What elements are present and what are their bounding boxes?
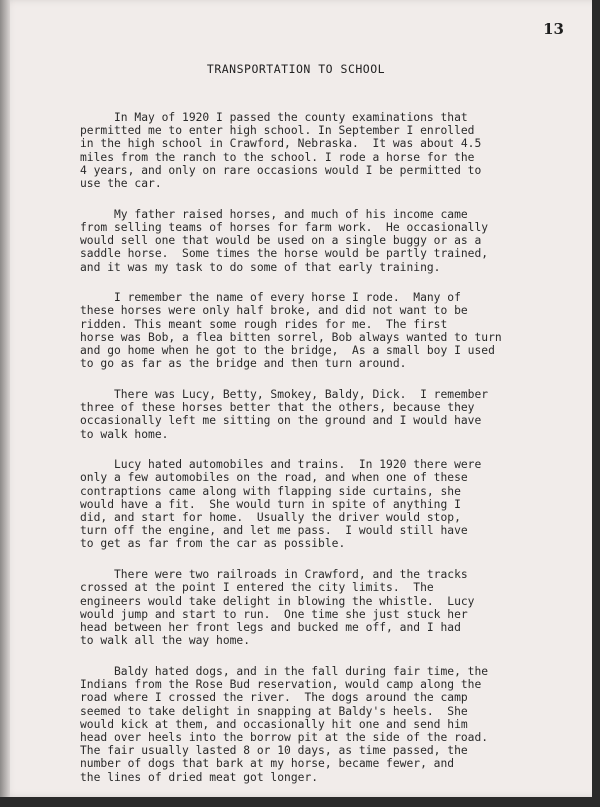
paragraph <box>80 111 500 190</box>
text-line: head between her front legs and bucked me off, and I had <box>80 621 461 634</box>
text-line: use the car. <box>80 177 162 191</box>
text-line: these horses were only half broke, and did not want to be <box>80 304 468 318</box>
text-line: 4 years, and only on rare occasions would I be permitted to <box>80 163 482 177</box>
text-line: would jump and start to run. One time she just stuck her <box>80 607 468 621</box>
text-line: occasionally left me sitting on the ground and I would have <box>80 414 482 428</box>
text-line: In May of 1920 I passed the county examinations that <box>80 111 468 124</box>
text-line: Lucy hated automobiles and trains. In 1920 there were <box>80 458 482 472</box>
page-number: 13 <box>543 20 564 38</box>
body-text <box>80 111 500 801</box>
text-line: would have a fit. She would turn in spite of anything I <box>80 497 461 511</box>
text-line: would sell one that would be used on a single buggy or as a <box>80 234 482 248</box>
text-line: in the high school in Crawford, Nebraska. It was about 4.5 <box>80 137 482 151</box>
text-line: There was Lucy, Betty, Smokey, Baldy, Dick. I remember <box>80 387 489 401</box>
text-line: number of dogs that bark at my horse, became fewer, and <box>80 757 455 771</box>
paragraph <box>80 458 500 550</box>
text-line: and it was my task to do some of that early training. <box>80 260 441 274</box>
text-line: would kick at them, and occasionally hit one and send him <box>80 717 468 731</box>
text-line: did, and start for home. Usually the driver would stop, <box>80 511 461 525</box>
text-line: crossed at the point I entered the city limits. The <box>80 581 434 595</box>
text-line: engineers would take delight in blowing the whistle. Lucy <box>80 594 475 608</box>
text-line: to get as far from the car as possible. <box>80 537 346 551</box>
text-line: I remember the name of every horse I rode. Many of <box>80 291 461 305</box>
text-line: saddle horse. Some times the horse would be partly trained, <box>80 247 489 261</box>
text-line: Baldy hated dogs, and in the fall during fair time, the <box>80 664 489 678</box>
paragraph <box>80 388 500 441</box>
text-line: There were two railroads in Crawford, and the tracks <box>80 568 468 582</box>
text-line: only a few automobiles on the road, and when one of these <box>80 471 468 485</box>
text-line: horse was Bob, a flea bitten sorrel, Bob always wanted to turn <box>80 330 502 344</box>
text-line: ridden. This meant some rough rides for me. The first <box>80 317 448 331</box>
paragraph <box>80 208 500 274</box>
text-line: seemed to take delight in snapping at Baldy's heels. She <box>80 704 468 718</box>
text-line: road where I crossed the river. The dogs around the camp <box>80 691 468 705</box>
text-line: from selling teams of horses for farm work. He occasionally <box>80 220 489 234</box>
text-line: to walk all the way home. <box>80 634 251 648</box>
text-line: Indians from the Rose Bud reservation, would camp along the <box>80 678 482 692</box>
text-line: head over heels into the borrow pit at the side of the road. <box>80 730 489 744</box>
paragraph <box>80 665 500 784</box>
text-line: three of these horses better that the others, because they <box>80 401 475 415</box>
text-line: The fair usually lasted 8 or 10 days, as time passed, the <box>80 744 468 758</box>
text-line: to walk home. <box>80 427 169 441</box>
text-line: contraptions came along with flapping side curtains, she <box>80 484 461 498</box>
paragraph <box>80 291 500 370</box>
page-binding <box>0 0 10 797</box>
text-line: the lines of dried meat got longer. <box>80 770 319 784</box>
page-title: TRANSPORTATION TO SCHOOL <box>206 62 386 76</box>
text-line: turn off the engine, and let me pass. I would still have <box>80 524 468 538</box>
text-line: permitted me to enter high school. In September I enrolled <box>80 124 475 138</box>
text-line: and go home when he got to the bridge, As a small boy I used <box>80 344 495 358</box>
paragraph <box>80 568 500 647</box>
text-line: to go as far as the bridge and then turn around. <box>80 357 407 371</box>
text-line: My father raised horses, and much of his income came <box>80 207 468 221</box>
text-line: miles from the ranch to the school. I rode a horse for the <box>80 150 475 164</box>
